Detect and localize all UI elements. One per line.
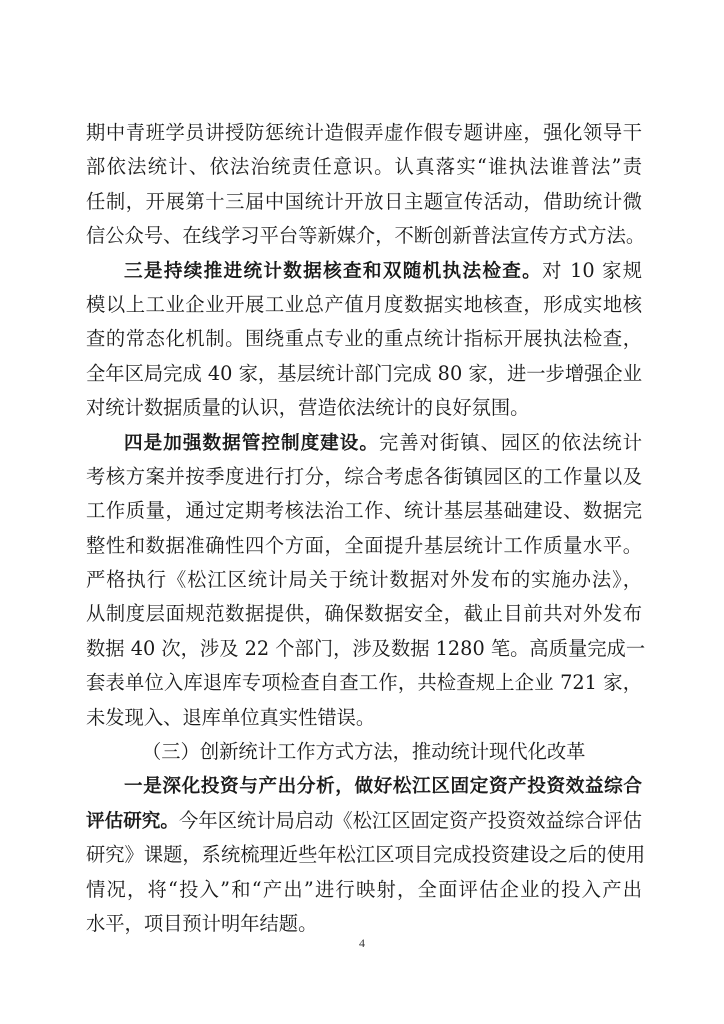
paragraph-investment-analysis (86, 769, 646, 941)
text-line: 水平，项目预计明年结题。 (86, 911, 318, 935)
text-line: 任制，开展第十三届中国统计开放日主题宣传活动，借助统计微 (86, 189, 642, 213)
text-line (86, 804, 642, 838)
text-line: 套表单位入库退库专项检查自查工作，共检查规上企业 721 家， (86, 671, 642, 695)
text-line (86, 254, 642, 288)
text-run: 对 10 家规 (542, 258, 642, 282)
text-line: 模以上工业企业开展工业总产值月度数据实地核查，形成实地核 (86, 292, 642, 316)
text-line: 数据 40 次，涉及 22 个部门，涉及数据 1280 笔。高质量完成一 (86, 636, 646, 660)
text-line: 查的常态化机制。围绕重点专业的重点统计指标开展执法检查， (86, 327, 642, 351)
text-line: 整性和数据准确性四个方面，全面提升基层统计工作质量水平。 (86, 533, 642, 557)
text-line: 全年区局完成 40 家，基层统计部门完成 80 家，进一步增强企业 (86, 361, 642, 385)
paragraph-law-promotion (86, 116, 646, 254)
text-run: 今年区统计局启动《松江区固定资产投资效益综合评估 (179, 808, 642, 832)
text-line: 未发现入、退库单位真实性错误。 (86, 705, 376, 729)
paragraph-heading: 一是深化投资与产出分析，做好松江区固定资产投资效益综合 (124, 776, 642, 798)
text-line: 严格执行《松江区统计局关于统计数据对外发布的实施办法》， (86, 568, 642, 592)
page-number: 4 (359, 936, 365, 950)
paragraph-heading: 评估研究。 (86, 810, 180, 832)
paragraph-heading: 四是加强数据管控制度建设。 (124, 432, 380, 454)
text-line: 期中青班学员讲授防惩统计造假弄虚作假专题讲座，强化领导干 (86, 121, 642, 144)
section-heading: （三）创新统计工作方式方法，推动统计现代化改革 (142, 740, 586, 764)
text-line: 信公众号、在线学习平台等新媒介，不断创新普法宣传方式方法。 (86, 224, 646, 248)
text-line (86, 426, 642, 460)
text-line (86, 769, 642, 803)
paragraph-data-control (86, 426, 646, 736)
paragraph-heading: 三是持续推进统计数据核查和双随机执法检查。 (124, 260, 543, 282)
text-line: 从制度层面规范数据提供，确保数据安全，截止目前共对外发布 (86, 602, 642, 626)
text-line: 研究》课题，系统梳理近些年松江区项目完成投资建设之后的使用 (86, 843, 646, 867)
text-line: 部依法统计、依法治统责任意识。认真落实“谁执法谁普法”责 (86, 155, 642, 179)
text-line: 工作质量，通过定期考核法治工作、统计基层基础建设、数据完 (86, 499, 642, 523)
document-page (86, 116, 646, 941)
text-line: 对统计数据质量的认识，营造依法统计的良好氛围。 (86, 396, 530, 420)
text-line: 情况，将“投入”和“产出”进行映射，全面评估企业的投入产出 (86, 877, 642, 901)
paragraph-data-verification (86, 254, 642, 426)
text-run: 完善对街镇、园区的依法统计 (379, 430, 642, 454)
text-line: 考核方案并按季度进行打分，综合考虑各街镇园区的工作量以及 (86, 464, 642, 488)
